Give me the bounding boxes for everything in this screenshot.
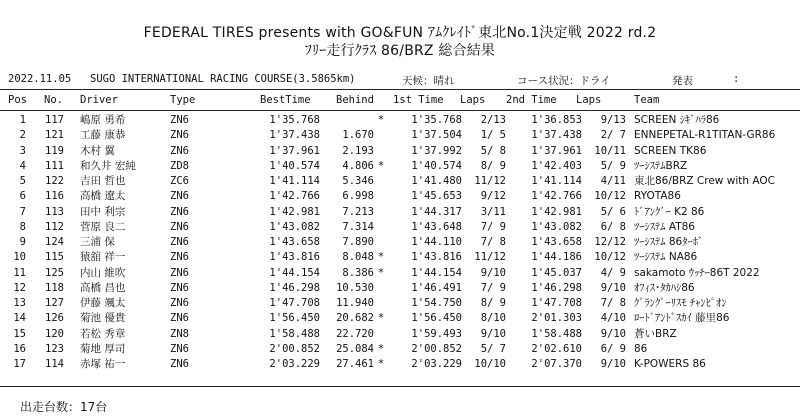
- cell-first: 1'40.574: [411, 159, 462, 172]
- cell-laps1: 7/ 9: [480, 220, 506, 233]
- cell-pos: 1: [19, 114, 26, 126]
- column-header: Pos: [8, 94, 27, 106]
- cell-team: SCREEN TK86: [634, 144, 707, 157]
- cell-first: 1'43.648: [411, 220, 462, 233]
- cell-no: 113: [45, 205, 64, 218]
- cell-behind: 7.213: [342, 205, 374, 218]
- cell-first: 1'41.480: [411, 175, 462, 187]
- cell-best: 2'03.229: [269, 358, 320, 370]
- cell-driver: 若松 秀章: [80, 327, 126, 340]
- cell-laps1: 11/12: [474, 251, 506, 264]
- cell-second: 1'58.488: [531, 327, 582, 340]
- cell-first: 1'44.110: [411, 236, 462, 248]
- cell-best: 1'43.082: [269, 220, 320, 233]
- cell-first: 2'00.852: [411, 342, 462, 355]
- cell-behind: 6.998: [342, 190, 374, 203]
- cell-laps1: 9/10: [480, 327, 506, 340]
- column-header: Type: [170, 94, 196, 106]
- column-header: 2nd Time: [506, 94, 557, 106]
- cell-best: 1'43.658: [269, 236, 320, 248]
- cell-behind: 7.890: [342, 236, 374, 248]
- cell-laps1: 8/ 9: [480, 159, 506, 172]
- column-header: No.: [44, 94, 63, 106]
- cell-second: 1'45.037: [531, 266, 582, 279]
- cell-type: ZN6: [170, 129, 189, 142]
- cell-second: 1'43.082: [531, 220, 582, 233]
- cell-type: ZN6: [170, 144, 189, 157]
- cell-laps2: 2/ 7: [600, 129, 626, 142]
- cell-laps2: 4/10: [600, 312, 626, 325]
- cell-behind: 10.530: [336, 281, 374, 294]
- header-top-rule: [0, 89, 800, 90]
- cell-driver: 赤塚 祐一: [80, 358, 126, 370]
- cell-first: 1'37.992: [411, 144, 462, 157]
- cell-mark: *: [377, 251, 385, 264]
- footer-rule: [0, 386, 800, 387]
- column-header: Team: [634, 94, 660, 106]
- cell-laps2: 10/12: [594, 251, 626, 264]
- cell-no: 124: [45, 236, 64, 248]
- cell-best: 1'42.981: [269, 205, 320, 218]
- cell-pos: 15: [13, 327, 26, 340]
- cell-no: 114: [45, 358, 64, 370]
- cell-laps1: 1/ 5: [480, 129, 506, 142]
- cell-no: 125: [45, 266, 64, 279]
- cell-best: 1'42.766: [269, 190, 320, 203]
- cell-team: 86: [634, 342, 648, 355]
- announcement-time: :: [733, 73, 740, 85]
- cell-first: 1'44.317: [411, 205, 462, 218]
- footer: [0, 386, 800, 419]
- cell-behind: 2.193: [342, 144, 374, 157]
- cell-type: ZD8: [170, 159, 189, 172]
- cell-first: 2'03.229: [411, 358, 462, 370]
- cell-type: ZN6: [170, 358, 189, 370]
- cell-second: 2'07.370: [531, 358, 582, 370]
- cell-first: 1'37.504: [411, 129, 462, 142]
- cell-no: 116: [45, 190, 64, 203]
- cell-second: 1'47.708: [531, 297, 582, 309]
- cell-laps1: 7/ 9: [480, 281, 506, 294]
- cell-driver: 吉田 哲也: [80, 175, 126, 187]
- column-header: BestTime: [260, 94, 311, 106]
- cell-laps1: 9/12: [480, 190, 506, 203]
- cell-best: 1'47.708: [269, 297, 320, 309]
- cell-laps1: 8/10: [480, 312, 506, 325]
- cell-second: 1'41.114: [531, 175, 582, 187]
- cell-team: RYOTA86: [634, 190, 681, 203]
- track-condition: コース状況：ドライ: [517, 75, 611, 87]
- cell-no: 118: [45, 281, 64, 294]
- cell-laps2: 6/ 8: [600, 220, 626, 233]
- cell-pos: 7: [19, 205, 26, 218]
- cell-laps1: 9/10: [480, 266, 506, 279]
- cell-pos: 6: [19, 190, 26, 203]
- cell-laps2: 4/11: [600, 175, 626, 187]
- cell-first: 1'59.493: [411, 327, 462, 340]
- cell-best: 1'56.450: [269, 312, 320, 325]
- cell-driver: 田中 利宗: [80, 205, 126, 218]
- cell-first: 1'56.450: [411, 312, 462, 325]
- cell-behind: 25.084: [336, 342, 374, 355]
- cell-laps2: 5/ 6: [600, 205, 626, 218]
- cell-best: 1'41.114: [269, 175, 320, 187]
- cell-laps1: 3/11: [480, 205, 506, 218]
- cell-behind: 22.720: [336, 327, 374, 340]
- cell-laps1: 7/ 8: [480, 236, 506, 248]
- cell-pos: 2: [19, 129, 26, 142]
- cell-pos: 12: [13, 281, 26, 294]
- cell-no: 112: [45, 220, 64, 233]
- cell-type: ZC6: [170, 175, 189, 187]
- cell-second: 2'02.610: [531, 342, 582, 355]
- cell-team: 東北86/BRZ Crew with AOC: [634, 175, 775, 187]
- cell-type: ZN6: [170, 281, 189, 294]
- cell-type: ZN6: [170, 220, 189, 233]
- cell-mark: *: [377, 312, 385, 325]
- cell-best: 2'00.852: [269, 342, 320, 355]
- cell-laps2: 6/ 9: [600, 342, 626, 355]
- cell-team: sakamoto ｳｯﾁｰ86T 2022: [634, 266, 760, 279]
- cell-first: 1'43.816: [411, 251, 462, 264]
- cell-team: SCREEN ｼｷﾞﾊﾗ86: [634, 114, 720, 126]
- cell-laps2: 5/ 9: [600, 159, 626, 172]
- cell-driver: 高橋 遼太: [80, 190, 126, 203]
- cell-second: 1'42.403: [531, 159, 582, 172]
- cell-team: ﾄﾞｱﾝｸﾞｰ K2 86: [634, 205, 705, 218]
- cell-best: 1'37.961: [269, 144, 320, 157]
- cell-second: 1'43.658: [531, 236, 582, 248]
- cell-team: ｸﾞﾗﾝｸﾞｰﾘｽﾓ ﾁｬﾝﾋﾟｵﾝ: [634, 297, 727, 309]
- header-bottom-rule: [0, 110, 800, 111]
- cell-no: 117: [45, 114, 64, 126]
- cell-first: 1'44.154: [411, 266, 462, 279]
- cell-first: 1'45.653: [411, 190, 462, 203]
- cell-type: ZN6: [170, 297, 189, 309]
- cell-second: 1'42.981: [531, 205, 582, 218]
- cell-type: ZN6: [170, 205, 189, 218]
- cell-driver: 高橋 昌也: [80, 281, 126, 294]
- cell-laps2: 12/12: [594, 236, 626, 248]
- cell-no: 119: [45, 144, 64, 157]
- column-header: Laps: [460, 94, 486, 106]
- course-name: SUGO INTERNATIONAL RACING COURSE(3.5865km): [90, 73, 356, 85]
- cell-laps2: 10/11: [594, 144, 626, 157]
- cell-laps1: 8/ 9: [480, 297, 506, 309]
- cell-driver: 猿舘 祥一: [80, 251, 126, 264]
- cell-team: ｵﾌｨｽ･ﾀｶﾊｼ86: [634, 281, 695, 294]
- cell-second: 1'37.438: [531, 129, 582, 142]
- cell-type: ZN6: [170, 312, 189, 325]
- cell-pos: 8: [19, 220, 26, 233]
- cell-driver: 菅原 良二: [80, 220, 126, 233]
- column-header: Driver: [80, 94, 118, 106]
- cell-laps1: 5/ 7: [480, 342, 506, 355]
- cell-best: 1'35.768: [269, 114, 320, 126]
- cell-laps2: 9/13: [600, 114, 626, 126]
- cell-behind: 27.461: [336, 358, 374, 370]
- cell-type: ZN8: [170, 327, 189, 340]
- cell-driver: 木村 翼: [80, 144, 115, 157]
- cell-team: 蒼いBRZ: [634, 327, 677, 340]
- cell-no: 123: [45, 342, 64, 355]
- cell-pos: 5: [19, 175, 26, 187]
- cell-best: 1'44.154: [269, 266, 320, 279]
- cell-second: 1'44.186: [531, 251, 582, 264]
- cell-team: K-POWERS 86: [634, 358, 706, 370]
- results-subtitle: ﾌﾘｰ走行ｸﾗｽ 86/BRZ 総合結果: [304, 43, 496, 59]
- cell-second: 1'46.298: [531, 281, 582, 294]
- cell-behind: 8.386: [342, 266, 374, 279]
- cell-best: 1'37.438: [269, 129, 320, 142]
- cell-driver: 和久井 宏純: [80, 159, 136, 172]
- cell-pos: 14: [13, 312, 26, 325]
- cell-laps2: 9/10: [600, 358, 626, 370]
- cell-team: ﾂｰｼｽﾃﾑ NA86: [634, 251, 698, 264]
- cell-first: 1'46.491: [411, 281, 462, 294]
- cell-pos: 10: [13, 251, 26, 264]
- cell-driver: 三浦 保: [80, 236, 115, 248]
- cell-behind: 1.670: [342, 129, 374, 142]
- cell-team: ENNEPETAL-R1TITAN-GR86: [634, 129, 776, 142]
- cell-laps2: 7/ 8: [600, 297, 626, 309]
- cell-best: 1'43.816: [269, 251, 320, 264]
- cell-team: ﾂｰｼｽﾃﾑBRZ: [634, 159, 688, 172]
- cell-type: ZN6: [170, 114, 189, 126]
- cell-first: 1'54.750: [411, 297, 462, 309]
- cell-mark: *: [377, 159, 385, 172]
- cell-laps2: 9/10: [600, 327, 626, 340]
- cell-team: ﾂｰｼｽﾃﾑ AT86: [634, 220, 695, 233]
- cell-no: 127: [45, 297, 64, 309]
- event-date: 2022.11.05: [8, 73, 72, 85]
- cell-second: 1'37.961: [531, 144, 582, 157]
- cell-no: 121: [45, 129, 64, 142]
- cell-behind: 4.806: [342, 159, 374, 172]
- cell-laps2: 9/10: [600, 281, 626, 294]
- cell-behind: 5.346: [342, 175, 374, 187]
- cell-pos: 3: [19, 144, 26, 157]
- cell-team: ﾛｰﾄﾞｱﾝﾄﾞｽｶｲ 藤里86: [634, 312, 730, 325]
- cell-type: ZN6: [170, 342, 189, 355]
- cell-behind: 8.048: [342, 251, 374, 264]
- cell-laps1: 11/12: [474, 175, 506, 187]
- cell-pos: 13: [13, 297, 26, 309]
- cell-no: 122: [45, 175, 64, 187]
- cell-type: ZN6: [170, 251, 189, 264]
- cell-type: ZN6: [170, 190, 189, 203]
- cell-driver: 嶋原 勇希: [80, 114, 126, 126]
- cell-first: 1'35.768: [411, 114, 462, 126]
- cell-mark: *: [377, 342, 385, 355]
- cell-driver: 菊地 厚司: [80, 342, 126, 355]
- cell-pos: 11: [13, 266, 26, 279]
- cell-best: 1'46.298: [269, 281, 320, 294]
- cell-no: 115: [45, 251, 64, 264]
- cell-pos: 16: [13, 342, 26, 355]
- cell-pos: 17: [13, 358, 26, 370]
- cell-laps2: 10/12: [594, 190, 626, 203]
- cell-team: ﾂｰｼｽﾃﾑ 86ﾀｰﾎﾞ: [634, 236, 704, 248]
- cell-pos: 4: [19, 159, 26, 172]
- announcement-label: 発表: [672, 75, 693, 87]
- weather: 天候：晴れ: [402, 75, 455, 87]
- column-header: Behind: [336, 94, 374, 106]
- cell-mark: *: [377, 266, 385, 279]
- cell-behind: 7.314: [342, 220, 374, 233]
- cell-laps1: 10/10: [474, 358, 506, 370]
- cell-type: ZN6: [170, 266, 189, 279]
- cell-driver: 菊池 優貴: [80, 312, 126, 325]
- cell-no: 120: [45, 327, 64, 340]
- cell-second: 1'36.853: [531, 114, 582, 126]
- cell-best: 1'40.574: [269, 159, 320, 172]
- cell-mark: *: [377, 114, 385, 126]
- cell-type: ZN6: [170, 236, 189, 248]
- results-title: FEDERAL TIRES presents with GO&FUN ｱﾑｸﾚｲﾄﾞ東北No.1決定戦 2022 rd.2: [143, 25, 657, 41]
- cell-second: 2'01.303: [531, 312, 582, 325]
- cell-driver: 伊藤 颯太: [80, 297, 126, 309]
- starters-count: 出走台数：17台: [20, 400, 108, 414]
- column-header: Laps: [576, 94, 602, 106]
- cell-best: 1'58.488: [269, 327, 320, 340]
- cell-no: 111: [45, 159, 64, 172]
- cell-laps2: 4/ 9: [600, 266, 626, 279]
- column-header: 1st Time: [393, 94, 444, 106]
- cell-second: 1'42.766: [531, 190, 582, 203]
- cell-driver: 内山 維吹: [80, 266, 126, 279]
- cell-laps1: 2/13: [480, 114, 506, 126]
- cell-laps1: 5/ 8: [480, 144, 506, 157]
- cell-behind: 11.940: [336, 297, 374, 309]
- cell-mark: *: [377, 358, 385, 370]
- cell-behind: 20.682: [336, 312, 374, 325]
- cell-no: 126: [45, 312, 64, 325]
- cell-driver: 工藤 康恭: [80, 129, 126, 142]
- cell-pos: 9: [19, 236, 26, 248]
